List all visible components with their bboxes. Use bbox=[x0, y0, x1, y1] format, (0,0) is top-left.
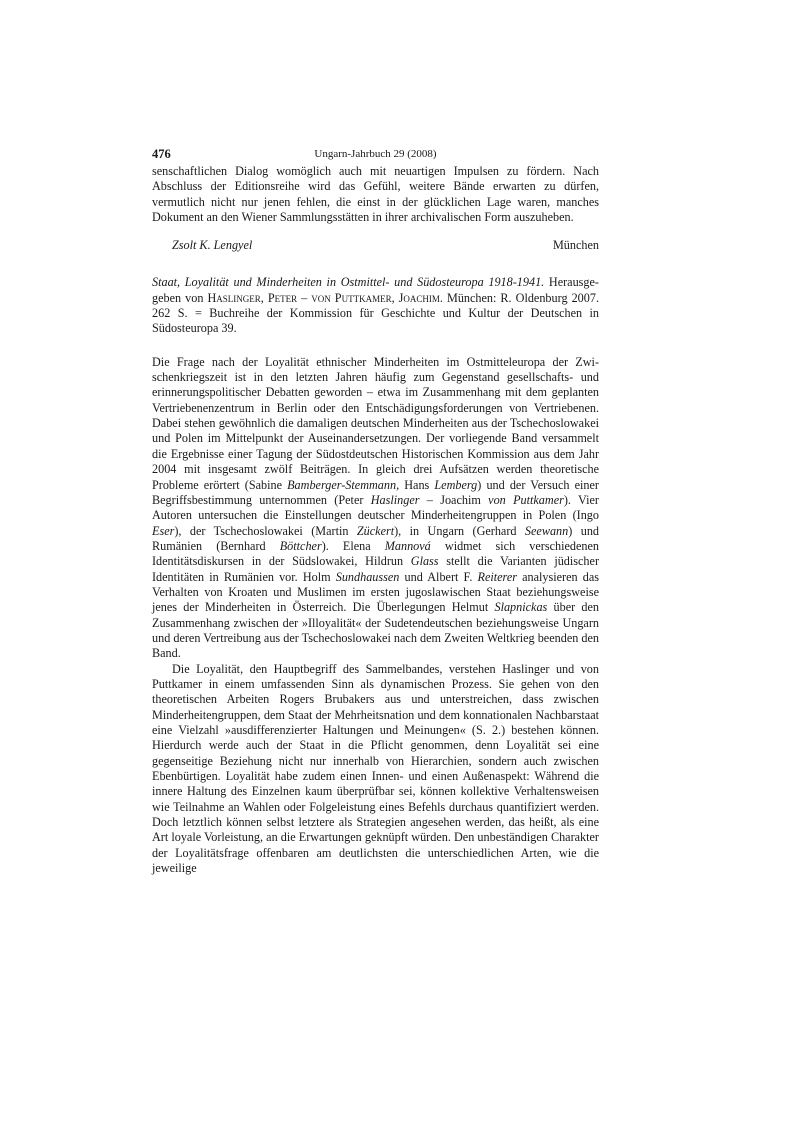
review-paragraph bbox=[152, 355, 599, 662]
book-title: Staat, Loyalität und Minderheiten in Ostmittel- und Südosteuropa 1918-1941. bbox=[152, 275, 545, 290]
text-run: stellt die Varianten jüdischer Identitäten in Rumänien vor. Holm bbox=[152, 554, 599, 584]
editors-prefix: Herausgegeben von bbox=[152, 275, 599, 305]
text-run: ). Vier Autoren untersuchen die Einstellungen deutscher Minderheitengruppen in Polen (Ingo bbox=[152, 492, 599, 523]
review-paragraph bbox=[152, 662, 599, 877]
text-run: – Joachim bbox=[419, 492, 489, 507]
author-name: Mannová bbox=[384, 538, 431, 553]
previous-review-closing-paragraph: senschaftlichen Dialog womöglich auch mit neuartigen Impulsen zu fördern. Nach Abschluss der Editionsreihe wird das Gefühl, weitere Bände erwarten zu dürfen, vermutlich nicht nur jenen fehlen, die einst in der glücklichen Lage waren, manches Dokument an den Wiener Sammlungsstätten in ihrer archivalischen Form auszuheben. bbox=[152, 164, 599, 225]
author-name: Bamberger-Stemmann bbox=[287, 477, 397, 492]
editor-name: Haslinger, Peter bbox=[207, 290, 298, 305]
author-name: Slapnickas bbox=[494, 600, 548, 615]
review-bibliographic-heading bbox=[152, 275, 599, 336]
author-name: Sundhaussen bbox=[335, 569, 400, 584]
author-name: Seewann bbox=[524, 523, 569, 538]
text-run: Die Frage nach der Loyalität ethnischer Minderheiten im Ostmitteleuropa der Zwischenkriegszeit ist in den letzten Jahren häufig zum Gegenstand gesellschafts- und erinnerungspolitischer Debatten geworden – etwa im Zusammenhang mit dem geplanten Vertriebenenzentrum in Berlin oder den Entschädigungsforderungen von Vertriebenen. Dabei stehen gewöhnlich die damaligen deutschen Minderheiten aus der Tschechoslowakei und Polen im Mittelpunkt der Auseinandersetzungen. Der vorliegende Band versammelt die Ergebnisse einer Tagung der Südostdeutschen Historischen Kommission aus dem Jahr 2004 mit insgesamt zwölf Beiträgen. In gleich drei Aufsätzen werden theoretische Probleme erörtert (Sabine bbox=[152, 354, 599, 492]
text-run: ). Elena bbox=[321, 538, 385, 553]
publication-details: . München: R. Oldenburg 2007. 262 S. = Buchreihe der Kommission für Geschichte und Kultur der Deutschen in Südosteuropa 39. bbox=[152, 290, 599, 336]
reviewer-place: München bbox=[552, 238, 599, 253]
text-run: analysieren das Verhalten von Kroaten und Muslimen im ersten jugoslawischen Staat beziehungsweise jenes der Minderheiten in Österreich. Die Überlegungen Helmut bbox=[152, 569, 599, 615]
text-run: widmet sich verschiedenen Identitätsdiskursen in der Südslowakei, Hildrun bbox=[152, 538, 599, 569]
reviewer-signature bbox=[152, 238, 599, 254]
text-run: Die Loyalität, den Hauptbegriff des Sammelbandes, verstehen Haslinger und von Puttkamer in einem umfassenden Sinn als dynamischen Prozess. Sie gehen von den theoretischen Arbeiten Rogers Brubakers aus und unterstreichen, dass zwischen Minderheitengruppen, dem Staat der Mehrheitsnation und dem konnationalen Nachbarstaat eine Vielzahl »ausdifferenzierter Haltungen und Meinungen« (S. 2.) bestehen können. Hierdurch werde auch der Staat in die Pflicht genommen, denn Loyalität sei eine gegenseitige Beziehung nicht nur innerhalb von Hierarchien, sondern auch zwischen Ebenbürtigen. Loyalität habe zudem einen Innen- und einen Außenaspekt: Während die innere Haltung des Einzelnen kaum überprüfbar sei, können kollektive Verhaltensweisen wie Teilnahme an Wahlen oder Folgeleistung eines Befehls durchaus quantifiziert werden. Doch letztlich können selbst letztere als Strategien angesehen werden, das heißt, als eine Art loyale Vorleistung, an die Erwartungen geknüpft würden. Den unbeständigen Charakter der Loyalitätsfrage offenbaren am deutlichsten die unterschiedlichen Arten, wie die jeweilige bbox=[152, 661, 599, 876]
text-run: ) und Rumänien (Bernhard bbox=[152, 523, 600, 553]
text-run: ), der Tschechoslowakei (Martin bbox=[174, 523, 357, 538]
running-title: Ungarn-Jahrbuch 29 (2008) bbox=[314, 148, 437, 160]
text-run: über den Zusammenhang zwischen der »Illoyalität« der Sudetendeutschen beziehungsweise Ungarn und deren Vertreibung aus der Tschechoslowakei nach dem Zweiten Weltkrieg beenden den Band. bbox=[152, 600, 599, 661]
author-name: Böttcher bbox=[279, 538, 322, 553]
document-page bbox=[152, 144, 599, 876]
text-run: ) und der Versuch einer Begriffsbestimmung unternommen (Peter bbox=[152, 477, 599, 507]
author-name: Reiterer bbox=[477, 569, 517, 584]
page-number: 476 bbox=[152, 147, 171, 161]
editor-separator: – bbox=[297, 290, 312, 305]
text-run: , Hans bbox=[396, 477, 435, 492]
review-body bbox=[152, 355, 599, 877]
author-name: Lemberg bbox=[434, 477, 478, 492]
text-run: ), in Ungarn (Gerhard bbox=[394, 523, 525, 538]
reviewer-name: Zsolt K. Lengyel bbox=[172, 238, 253, 253]
editor-name: von Puttkamer, Joachim bbox=[311, 290, 440, 305]
author-name: Glass bbox=[410, 554, 439, 569]
text-run: und Albert F. bbox=[399, 569, 478, 584]
page-header bbox=[152, 144, 599, 164]
author-name: Zückert bbox=[356, 523, 395, 538]
author-name: Eser bbox=[152, 523, 175, 538]
author-name: von Puttkamer bbox=[488, 492, 564, 507]
author-name: Haslinger bbox=[370, 492, 420, 507]
